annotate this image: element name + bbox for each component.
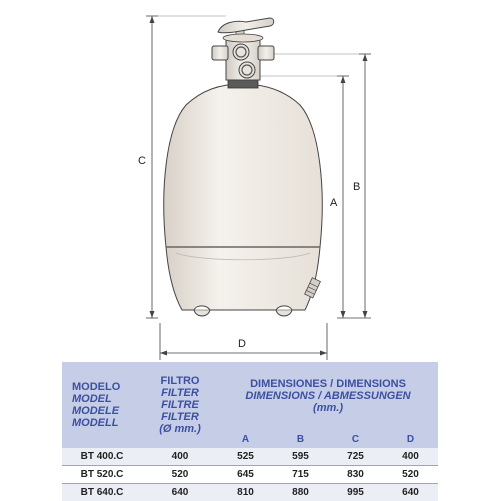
model-header-de: MODELL [72, 417, 142, 429]
column-header-a: A [218, 430, 273, 448]
dimensions-header-line2: DIMENSIONS / ABMESSUNGEN [218, 390, 438, 402]
dimensions-header-line1: DIMENSIONES / DIMENSIONS [218, 378, 438, 390]
table-row [62, 484, 438, 501]
tank-foot-right [276, 310, 292, 316]
column-header-b: B [273, 430, 328, 448]
model-header-fr: MODELE [72, 405, 142, 417]
dimension-label-c: C [138, 155, 146, 167]
dimension-d-cell: 640 [383, 484, 438, 501]
model-cell: BT 640.C [62, 484, 142, 501]
dimension-c-cell: 725 [328, 448, 383, 466]
filter-cell: 400 [142, 448, 218, 466]
model-header-es: MODELO [72, 381, 142, 393]
table-row [62, 466, 438, 484]
column-header-d: D [383, 430, 438, 448]
dimension-a-cell: 525 [218, 448, 273, 466]
model-header [62, 362, 142, 448]
model-cell: BT 400.C [62, 448, 142, 466]
filter-cell: 640 [142, 484, 218, 501]
dimension-b-cell: 715 [273, 466, 328, 484]
tank-foot-left [194, 310, 210, 316]
dimension-a-cell: 645 [218, 466, 273, 484]
dimension-c-cell: 830 [328, 466, 383, 484]
dimension-label-a: A [330, 197, 338, 209]
filter-tank [164, 84, 322, 316]
filter-header-en: FILTER [142, 387, 218, 399]
filter-header-de: FILTER [142, 411, 218, 423]
dimension-d-cell: 520 [383, 466, 438, 484]
dimensions-header [218, 362, 438, 430]
model-cell: BT 520.C [62, 466, 142, 484]
filter-header-fr: FILTRE [142, 399, 218, 411]
dimension-label-d: D [238, 338, 246, 350]
column-header-c: C [328, 430, 383, 448]
filter-header-unit: (Ø mm.) [142, 423, 218, 435]
dimension-label-b: B [353, 181, 360, 193]
tank-dome [164, 84, 322, 247]
filter-header-es: FILTRO [142, 375, 218, 387]
dimensions-header-unit: (mm.) [218, 402, 438, 414]
dimension-d [160, 323, 327, 360]
dimension-d-cell: 400 [383, 448, 438, 466]
dimension-a-cell: 810 [218, 484, 273, 501]
dimension-b-cell: 595 [273, 448, 328, 466]
table-header-row [62, 362, 438, 430]
table-row [62, 448, 438, 466]
dimension-b-cell: 880 [273, 484, 328, 501]
multiport-valve [212, 18, 274, 88]
filter-header [142, 362, 218, 448]
specification-table [62, 362, 438, 501]
filter-cell: 520 [142, 466, 218, 484]
dimension-c-cell: 995 [328, 484, 383, 501]
model-header-en: MODEL [72, 393, 142, 405]
